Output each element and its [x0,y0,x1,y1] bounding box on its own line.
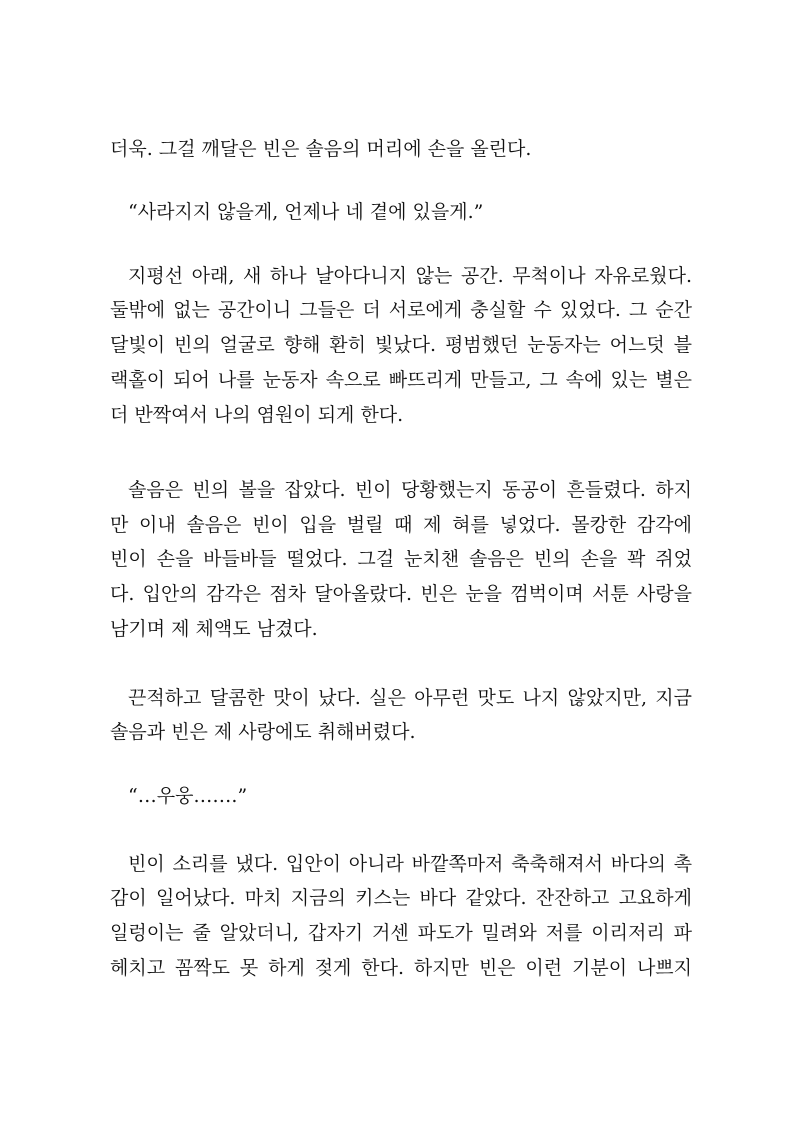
paragraph-line: 헤치고 꼼짝도 못 하게 젖게 한다. 하지만 빈은 이런 기분이 나쁘지 [110,957,692,979]
paragraph-line: 끈적하고 달콤한 맛이 났다. 실은 아무런 맛도 나지 않았지만, 지금 [128,687,692,709]
paragraph-line: 랙홀이 되어 나를 눈동자 속으로 빠뜨리게 만들고, 그 속에 있는 별은 [110,369,692,391]
paragraph-line: 남기며 제 체액도 남겼다. [110,618,318,640]
paragraph-line: 둘밖에 없는 공간이니 그들은 더 서로에게 충실할 수 있었다. 그 순간 [110,299,692,321]
paragraph-line: 지평선 아래, 새 하나 날아다니지 않는 공간. 무척이나 자유로웠다. [128,265,692,287]
paragraph-line: 만 이내 솔음은 빈이 입을 벌릴 때 제 혀를 넣었다. 몰캉한 감각에 [110,514,692,536]
paragraph-line: 솔음과 빈은 제 사랑에도 취해버렸다. [110,721,416,743]
paragraph-line: 더 반짝여서 나의 염원이 되게 한다. [110,404,404,426]
paragraph-line: 빈이 소리를 냈다. 입안이 아니라 바깥쪽마저 축축해져서 바다의 촉 [128,853,692,875]
paragraph-line: 달빛이 빈의 얼굴로 향해 환히 빛났다. 평범했던 눈동자는 어느덧 블 [110,334,692,356]
paragraph-line: 더욱. 그걸 깨달은 빈은 솔음의 머리에 손을 올린다. [110,138,532,160]
paragraph-line: 일렁이는 줄 알았더니, 갑자기 거센 파도가 밀려와 저를 이리저리 파 [110,922,692,944]
paragraph-line: 빈이 손을 바들바들 떨었다. 그걸 눈치챈 솔음은 빈의 손을 꽉 쥐었 [110,548,692,570]
dialogue-line: “…우웅…….” [128,785,248,807]
paragraph-line: 다. 입안의 감각은 점차 달아올랐다. 빈은 눈을 껌벅이며 서툰 사랑을 [110,583,692,605]
paragraph-line: 솔음은 빈의 볼을 잡았다. 빈이 당황했는지 동공이 흔들렸다. 하지 [128,479,692,501]
paragraph-line: 감이 일어났다. 마치 지금의 키스는 바다 같았다. 잔잔하고 고요하게 [110,887,692,909]
dialogue-line: “사라지지 않을게, 언제나 네 곁에 있을게.” [128,201,484,223]
